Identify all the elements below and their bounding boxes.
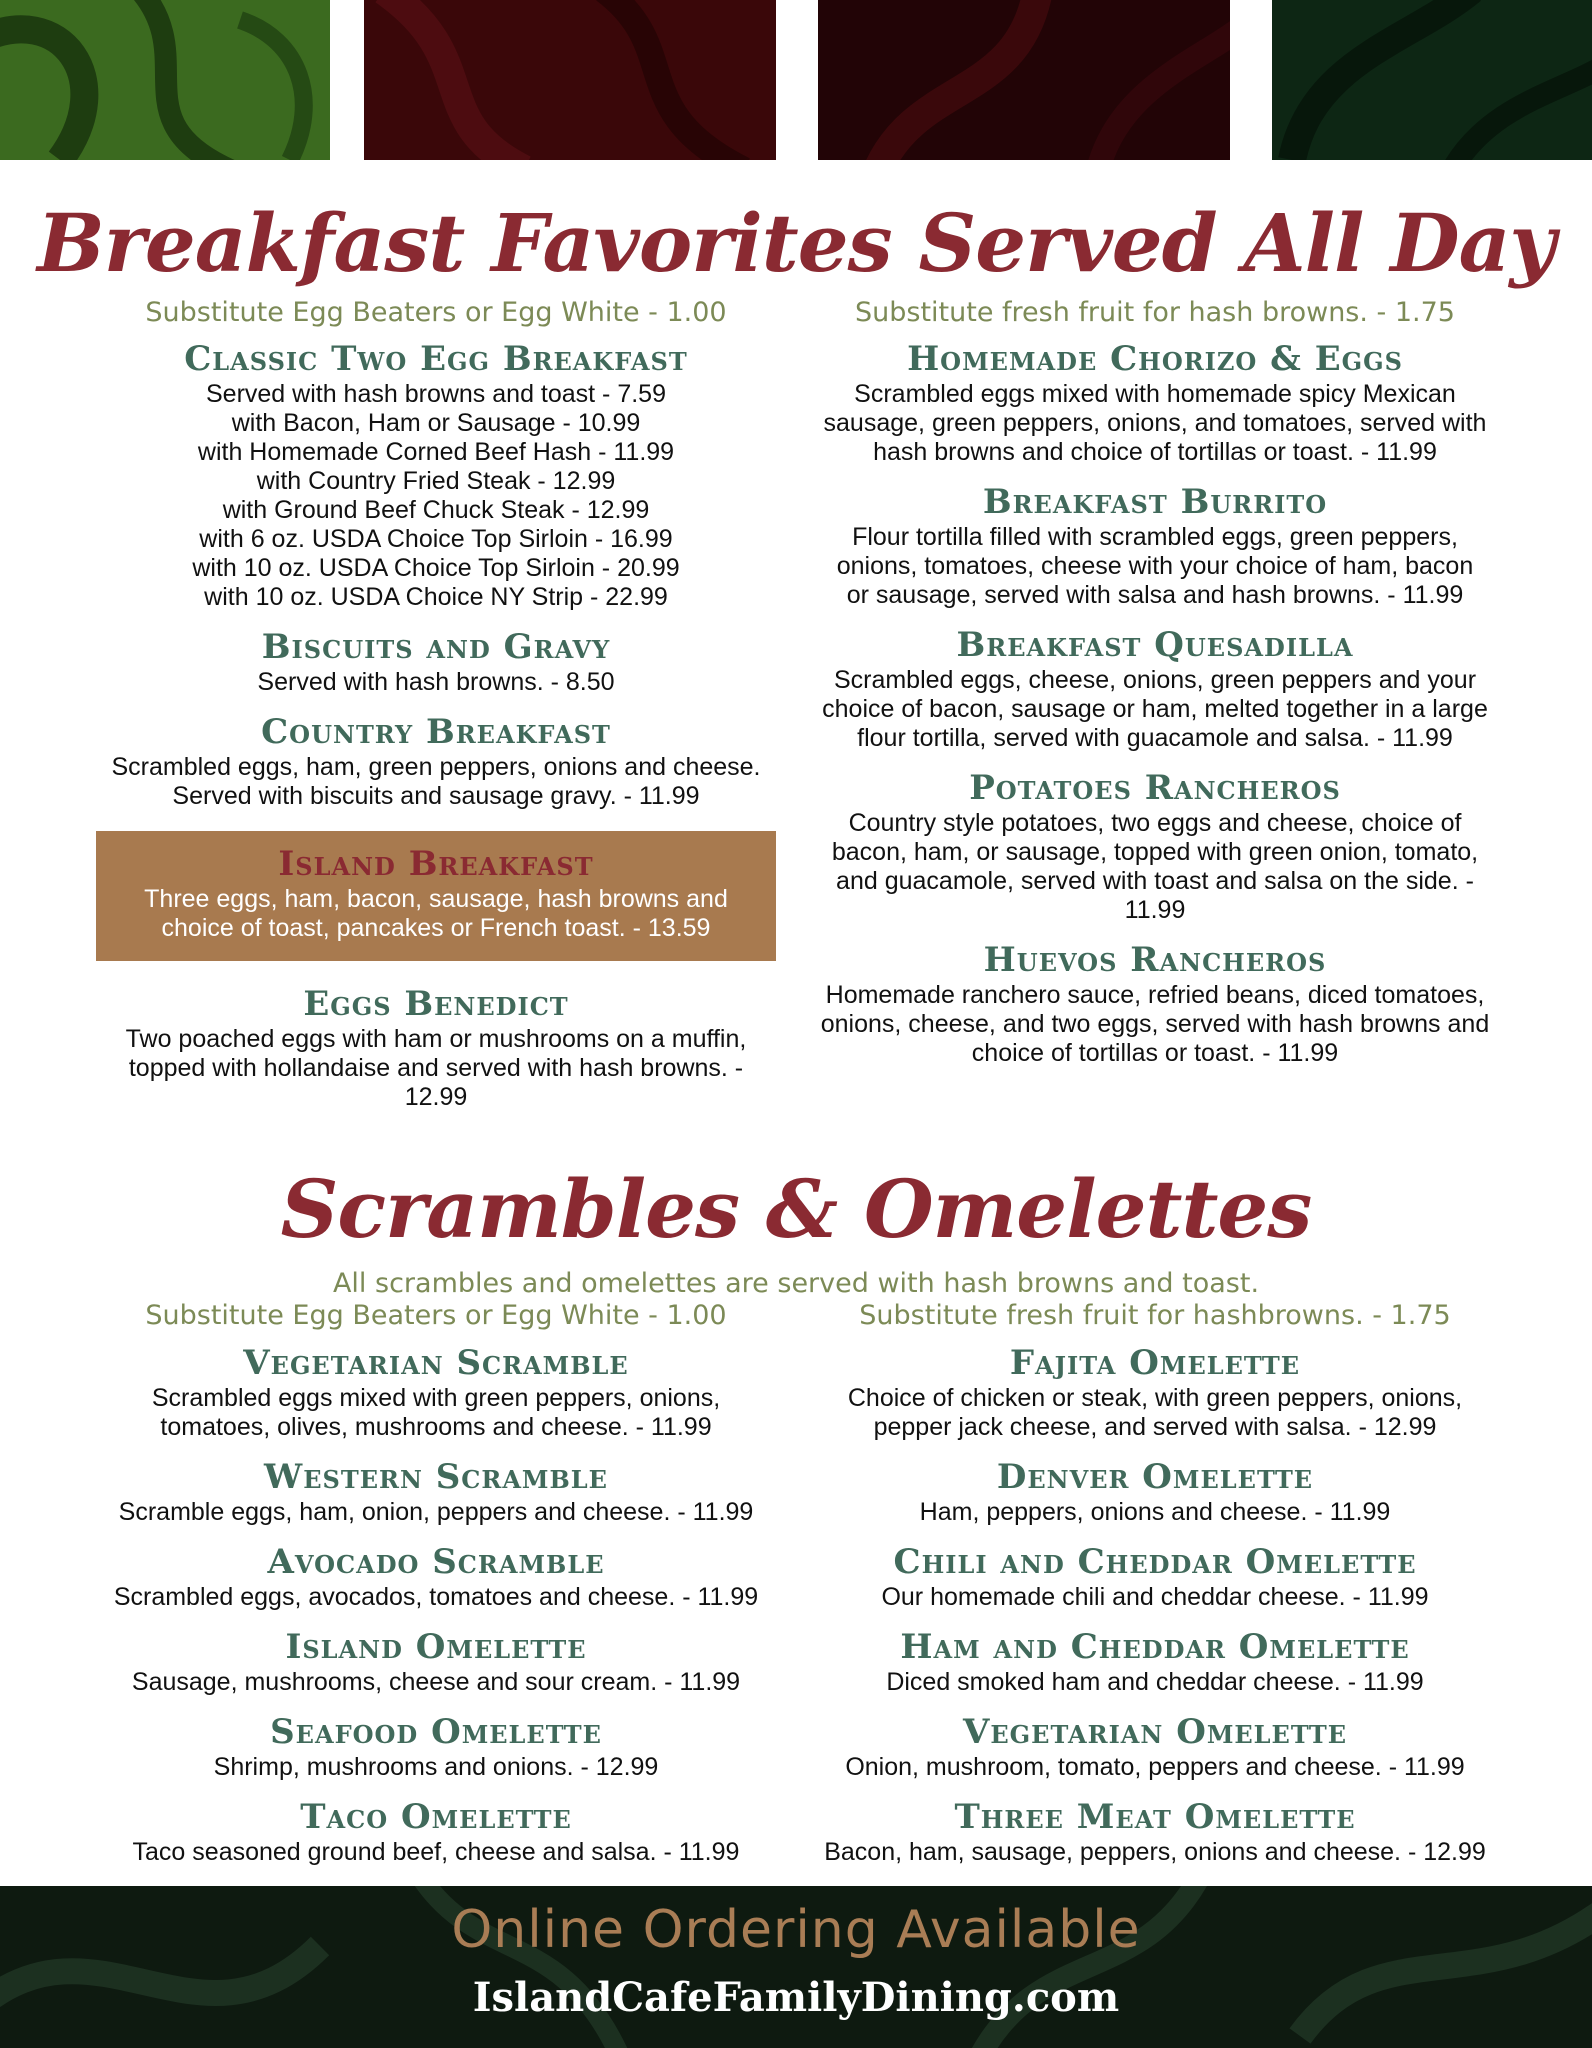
item-description: Sausage, mushrooms, cheese and sour cream. - 11.99 xyxy=(131,1668,741,1696)
item-description: Shrimp, mushrooms and onions. - 12.99 xyxy=(213,1753,659,1781)
item-description: Three eggs, ham, bacon, sausage, hash browns and choice of toast, pancakes or French toast. - 13.59 xyxy=(144,885,728,942)
green-swirl-panel xyxy=(0,0,330,160)
scrambles-right-column xyxy=(810,1342,1500,1881)
online-ordering-text: Online Ordering Available xyxy=(451,1900,1141,1960)
menu-item xyxy=(810,481,1500,610)
scrambles-section-title: Scrambles & Omelettes xyxy=(280,1162,1312,1256)
menu-item xyxy=(810,767,1500,925)
item-name: Homemade Chorizo & Eggs xyxy=(907,339,1403,379)
menu-item xyxy=(810,1456,1500,1527)
menu-item xyxy=(810,1342,1500,1442)
item-description: Ham, peppers, onions and cheese. - 11.99 xyxy=(919,1498,1391,1526)
menu-item xyxy=(96,1711,776,1782)
item-name: Seafood Omelette xyxy=(270,1712,602,1752)
item-description: Taco seasoned ground beef, cheese and salsa. - 11.99 xyxy=(132,1838,740,1866)
item-name: Ham and Cheddar Omelette xyxy=(900,1627,1410,1667)
item-description: Diced smoked ham and cheddar cheese. - 11.99 xyxy=(886,1668,1424,1696)
item-name: Vegetarian Scramble xyxy=(243,1343,629,1383)
item-description: Flour tortilla filled with scrambled eggs, green peppers, onions, tomatoes, cheese with your choice of ham, bacon or sausage, served with salsa and hash browns. - 11.99 xyxy=(836,523,1474,609)
menu-item xyxy=(96,338,776,612)
menu-item xyxy=(96,626,776,697)
item-description: Bacon, ham, sausage, peppers, onions and cheese. - 12.99 xyxy=(824,1838,1486,1866)
menu-item xyxy=(96,1796,776,1867)
item-description: Onion, mushroom, tomato, peppers and cheese. - 11.99 xyxy=(845,1753,1465,1781)
top-decorative-banner xyxy=(0,0,1592,160)
item-name: Denver Omelette xyxy=(996,1457,1314,1497)
website-link[interactable]: IslandCafeFamilyDining.com xyxy=(472,1974,1120,2021)
breakfast-left-column xyxy=(96,338,776,1126)
item-description: Choice of chicken or steak, with green peppers, onions, pepper jack cheese, and served with salsa. - 12.99 xyxy=(847,1384,1463,1441)
item-description: Served with hash browns. - 8.50 xyxy=(257,668,615,696)
item-name: Avocado Scramble xyxy=(267,1542,605,1582)
item-name: Potatoes Rancheros xyxy=(969,768,1341,808)
item-description: Scrambled eggs, ham, green peppers, onions and cheese. Served with biscuits and sausage gravy. - 11.99 xyxy=(111,753,761,810)
menu-item xyxy=(810,624,1500,753)
item-name: Fajita Omelette xyxy=(1009,1343,1301,1383)
item-name: Taco Omelette xyxy=(300,1797,572,1837)
item-description: Two poached eggs with ham or mushrooms on a muffin, topped with hollandaise and served with hash browns. - 12.99 xyxy=(125,1025,747,1111)
item-name: Eggs Benedict xyxy=(303,984,569,1024)
item-name: Breakfast Quesadilla xyxy=(956,625,1354,665)
item-name: Classic Two Egg Breakfast xyxy=(184,339,688,379)
menu-item xyxy=(96,711,776,811)
item-name: Biscuits and Gravy xyxy=(261,627,611,667)
item-description: Scramble eggs, ham, onion, peppers and cheese. - 11.99 xyxy=(118,1498,754,1526)
scrambles-note-right: Substitute fresh fruit for hashbrowns. - 1.75 xyxy=(859,1300,1451,1331)
footer-banner xyxy=(0,1886,1592,2048)
menu-item xyxy=(810,1796,1500,1867)
item-description: Scrambled eggs, cheese, onions, green peppers and your choice of bacon, sausage or ham, melted together in a large flour tortilla, served with guacamole and salsa. - 11.99 xyxy=(822,666,1488,752)
menu-item xyxy=(810,939,1500,1068)
item-name: Western Scramble xyxy=(264,1457,608,1497)
item-description: Homemade ranchero sauce, refried beans, diced tomatoes, onions, cheese, and two eggs, served with hash browns and choice of tortillas or toast. - 11.99 xyxy=(820,981,1490,1067)
item-name: Vegetarian Omelette xyxy=(963,1712,1347,1752)
menu-item xyxy=(96,1626,776,1697)
scrambles-intro-note: All scrambles and omelettes are served with hash browns and toast. xyxy=(332,1268,1260,1299)
item-name: Breakfast Burrito xyxy=(982,482,1328,522)
featured-menu-item xyxy=(96,831,776,961)
item-description: Scrambled eggs mixed with homemade spicy Mexican sausage, green peppers, onions, and tomatoes, served with hash browns and choice of tortillas or toast. - 11.99 xyxy=(823,380,1487,466)
scrambles-note-left: Substitute Egg Beaters or Egg White - 1.00 xyxy=(145,1300,727,1331)
item-name: Island Breakfast xyxy=(278,844,594,884)
menu-item xyxy=(96,1541,776,1612)
item-description: Served with hash browns and toast - 7.59 with Bacon, Ham or Sausage - 10.99 with Homemade Corned Beef Hash - 11.99 with Country Fried Steak - 12.99 with Ground Beef Chuck Steak - 12.99 with 6 oz. USDA Choice Top Sirloin - 16.99 with 10 oz. USDA Choice Top Sirloin - 20.99 with 10 oz. USDA Choice NY Strip - 22.99 xyxy=(192,380,680,611)
menu-item xyxy=(810,1541,1500,1612)
menu-item xyxy=(96,983,776,1112)
dark-red-swirl-panel xyxy=(818,0,1230,160)
breakfast-right-column xyxy=(810,338,1500,1082)
item-description: Our homemade chili and cheddar cheese. - 11.99 xyxy=(881,1583,1429,1611)
item-name: Three Meat Omelette xyxy=(954,1797,1356,1837)
item-description: Country style potatoes, two eggs and cheese, choice of bacon, ham, or sausage, topped with green onion, tomato, and guacamole, served with toast and salsa on the side. - 11.99 xyxy=(831,809,1479,924)
menu-item xyxy=(810,1626,1500,1697)
dark-green-swirl-panel xyxy=(1272,0,1592,160)
item-name: Chili and Cheddar Omelette xyxy=(893,1542,1417,1582)
menu-item xyxy=(810,1711,1500,1782)
breakfast-note-left: Substitute Egg Beaters or Egg White - 1.00 xyxy=(145,297,727,328)
breakfast-note-right: Substitute fresh fruit for hash browns. - 1.75 xyxy=(855,297,1455,328)
item-description: Scrambled eggs mixed with green peppers, onions, tomatoes, olives, mushrooms and cheese. - 11.99 xyxy=(151,1384,721,1441)
menu-item xyxy=(96,1456,776,1527)
item-name: Country Breakfast xyxy=(261,712,611,752)
item-name: Huevos Rancheros xyxy=(983,940,1327,980)
maroon-swirl-panel xyxy=(364,0,776,160)
breakfast-section-title: Breakfast Favorites Served All Day xyxy=(37,196,1555,290)
menu-item xyxy=(96,1342,776,1442)
menu-item xyxy=(810,338,1500,467)
item-name: Island Omelette xyxy=(285,1627,587,1667)
scrambles-left-column xyxy=(96,1342,776,1881)
item-description: Scrambled eggs, avocados, tomatoes and cheese. - 11.99 xyxy=(113,1583,759,1611)
